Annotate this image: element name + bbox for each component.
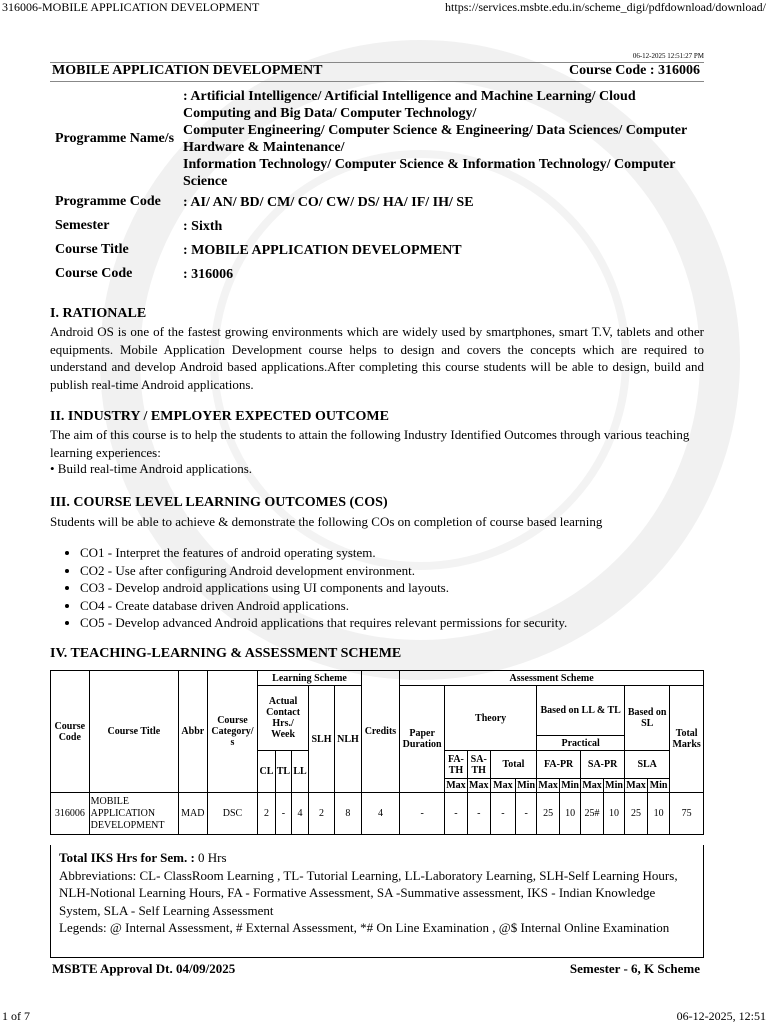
- industry-outcome-text: The aim of this course is to help the students to attain the following Industry Identified Outcomes through various teaching learning experiences:: [50, 427, 690, 460]
- programme-code-row: [50, 190, 704, 214]
- course-code-value: : 316006: [183, 266, 234, 282]
- th-cl: CL: [258, 751, 275, 793]
- th-slh: SLH: [308, 686, 334, 793]
- footer-datetime: 06-12-2025, 12:51: [676, 1009, 766, 1023]
- cell-ll: 4: [292, 793, 309, 835]
- th-practical: Practical: [537, 736, 625, 751]
- cell-total-min: -: [516, 793, 537, 835]
- semester-row: [50, 214, 704, 238]
- th-min: Min: [605, 780, 623, 791]
- course-name-heading: MOBILE APPLICATION DEVELOPMENT: [52, 63, 323, 78]
- th-based-ll-tl: Based on LL & TL: [537, 686, 625, 736]
- programme-details: [50, 88, 704, 286]
- co-item-2: • CO2 - Use after configuring Android development environment.: [80, 562, 567, 580]
- cell-total-max: -: [490, 793, 515, 835]
- th-max: Max: [626, 780, 646, 791]
- th-max: Max: [582, 780, 602, 791]
- cell-fa-pr-max: 25: [537, 793, 560, 835]
- th-learning-scheme: Learning Scheme: [258, 671, 361, 686]
- th-max: Max: [446, 780, 466, 791]
- rationale-text: Android OS is one of the fastest growing environments which are widely used by smartphones, smart T.V, tablets and other equipments. Mobile Application Development course helps to design and covers the concepts which are required to understand and develop Android based applications.After completing this course students will be able to design, build and publish real-time Android applications.: [50, 324, 704, 392]
- th-theory: Theory: [445, 686, 537, 751]
- cell-cl: 2: [258, 793, 275, 835]
- co-item-4: • CO4 - Create database driven Android applications.: [80, 597, 567, 615]
- th-nlh: NLH: [335, 686, 361, 793]
- cell-sa-pr-min: 10: [603, 793, 624, 835]
- th-sa-th: SA- TH: [467, 751, 490, 779]
- th-assessment-scheme: Assessment Scheme: [400, 671, 704, 686]
- teaching-assessment-scheme-table: [50, 670, 704, 835]
- heading-rule: [50, 81, 704, 82]
- rationale-title: I. RATIONALE: [50, 306, 147, 321]
- co-item-3: • CO3 - Develop android applications using UI components and layouts.: [80, 579, 567, 597]
- cell-sla-min: 10: [647, 793, 669, 835]
- programme-code-value: : AI/ AN/ BD/ CM/ CO/ CW/ DS/ HA/ IF/ IH/ SE: [183, 194, 474, 210]
- programme-names-label: Programme Name/s: [55, 131, 175, 146]
- th-sla: SLA: [625, 751, 670, 779]
- page-number: 1 of 7: [2, 1009, 30, 1023]
- th-min: Min: [517, 780, 536, 791]
- course-title-row: [50, 238, 704, 262]
- course-title-value: : MOBILE APPLICATION DEVELOPMENT: [183, 242, 462, 258]
- course-code-label: Course Code: [55, 266, 133, 281]
- print-timestamp: 06-12-2025 12:51:27 PM: [632, 52, 704, 60]
- semester-scheme: Semester - 6, K Scheme: [569, 961, 700, 976]
- cell-title: MOBILE APPLICATION DEVELOPMENT: [89, 793, 178, 835]
- abbreviations-note: Abbreviations: CL- ClassRoom Learning , TL- Tutorial Learning, LL-Laboratory Learning, SLH-Self Learning Hours, NLH-Notional Learning Hours, FA - Formative Assessment, SA -Summative assessment, IKS - Indian Knowledge System, SLA - Self Learning Assessment: [59, 867, 678, 918]
- th-actual-contact: Actual Contact Hrs./ Week: [258, 686, 308, 751]
- cell-fa-th-max: -: [445, 793, 468, 835]
- programme-names-value: [183, 88, 704, 190]
- cell-abbr: MAD: [179, 793, 207, 835]
- th-max: Max: [490, 779, 515, 793]
- th-fa-pr: FA-PR: [537, 751, 581, 779]
- semester-label: Semester: [55, 218, 110, 233]
- cell-total-marks: 75: [670, 793, 704, 835]
- industry-outcome-title: II. INDUSTRY / EMPLOYER EXPECTED OUTCOME: [50, 409, 389, 424]
- approval-date: MSBTE Approval Dt. 04/09/2025: [52, 961, 236, 976]
- semester-value: : Sixth: [183, 218, 223, 234]
- co-item-1: • CO1 - Interpret the features of android operating system.: [80, 544, 567, 562]
- iks-hours: [59, 849, 695, 867]
- co-item-5: • CO5 - Develop advanced Android applications that requires relevant permissions for security.: [80, 614, 567, 632]
- cell-paper-duration: -: [400, 793, 445, 835]
- cell-nlh: 8: [335, 793, 361, 835]
- cos-title: III. COURSE LEVEL LEARNING OUTCOMES (COS): [50, 495, 388, 510]
- programme-names-row: [50, 88, 704, 190]
- th-fa-th: FA- TH: [445, 751, 468, 779]
- cell-tl: -: [275, 793, 292, 835]
- th-min: Min: [647, 779, 669, 793]
- cell-credits: 4: [361, 793, 400, 835]
- scheme-notes: [50, 845, 704, 958]
- scheme-title: IV. TEACHING-LEARNING & ASSESSMENT SCHEME: [50, 646, 402, 661]
- cos-list: [62, 544, 567, 632]
- top-rule: [50, 62, 704, 63]
- cell-category: DSC: [207, 793, 258, 835]
- th-max: Max: [469, 780, 489, 791]
- th-total: Total: [490, 751, 537, 779]
- cos-intro: Students will be able to achieve & demonstrate the following COs on completion of course based learning: [50, 514, 603, 529]
- th-paper-duration: Paper Duration: [400, 686, 445, 793]
- course-code-heading: Course Code : 316006: [568, 63, 700, 78]
- th-abbr: Abbr: [179, 671, 207, 793]
- programme-names-line-3: Information Technology/ Computer Science & Information Technology/ Computer Science: [183, 157, 676, 189]
- cell-code: 316006: [51, 793, 90, 835]
- th-credits: Credits: [361, 671, 400, 793]
- th-based-sl: Based on SL: [625, 686, 670, 751]
- document-title: 316006-MOBILE APPLICATION DEVELOPMENT: [2, 0, 260, 14]
- course-title-label: Course Title: [55, 242, 129, 257]
- programme-code-label: Programme Code: [55, 194, 161, 209]
- th-category: Course Category/ s: [207, 671, 258, 793]
- cell-sa-th-max: -: [467, 793, 490, 835]
- th-course-title: Course Title: [89, 671, 178, 793]
- th-max: Max: [538, 780, 558, 791]
- cell-sa-pr-max: 25#: [581, 793, 604, 835]
- cell-fa-pr-min: 10: [560, 793, 581, 835]
- th-ll: LL: [292, 751, 309, 793]
- iks-value: 0 Hrs: [194, 850, 227, 865]
- th-tl: TL: [275, 751, 292, 793]
- cell-sla-max: 25: [625, 793, 648, 835]
- course-code-row: [50, 262, 704, 286]
- th-min: Min: [561, 780, 579, 791]
- legends-note: Legends: @ Internal Assessment, # External Assessment, *# On Line Examination , @$ Internal Online Examination: [59, 920, 670, 935]
- programme-names-line-1: : Artificial Intelligence/ Artificial Intelligence and Machine Learning/ Cloud Computing and Big Data/ Computer Technology/: [183, 89, 636, 121]
- th-total-marks: Total Marks: [670, 686, 704, 793]
- table-row: [51, 793, 704, 835]
- industry-outcome-bullet: • Build real-time Android applications.: [50, 461, 253, 476]
- th-course-code: Course Code: [51, 671, 90, 793]
- programme-names-line-2: Computer Engineering/ Computer Science & Engineering/ Data Sciences/ Computer Hardware & Maintenance/: [183, 123, 687, 155]
- iks-label: Total IKS Hrs for Sem. :: [59, 850, 195, 865]
- document-url[interactable]: https://services.msbte.edu.in/scheme_digi/pdfdownload/download/: [445, 0, 766, 14]
- cell-slh: 2: [308, 793, 334, 835]
- th-sa-pr: SA-PR: [581, 751, 625, 779]
